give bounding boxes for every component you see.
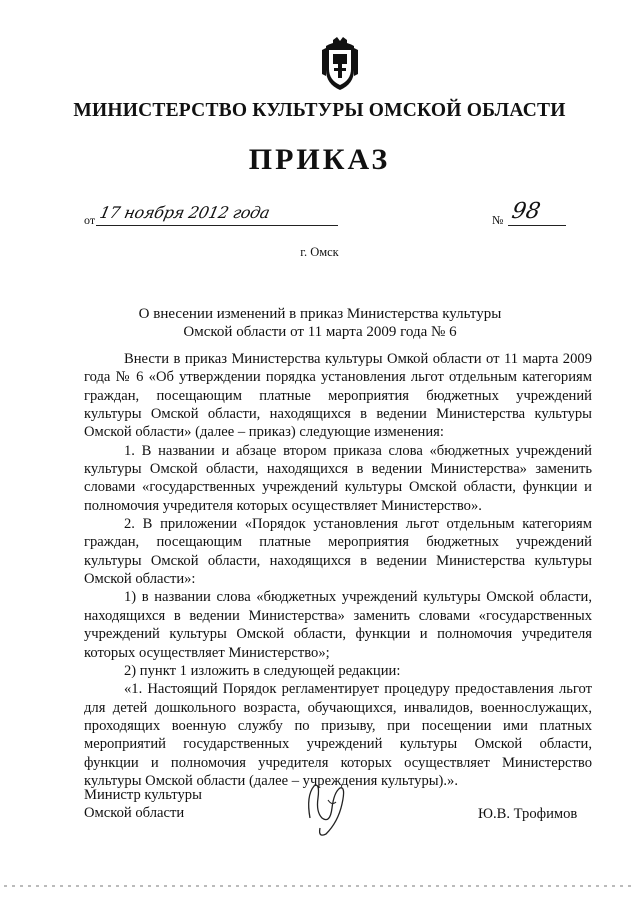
number-underline [508,225,566,226]
handwritten-signature [296,778,366,840]
document-type-title: ПРИКАЗ [248,143,391,176]
city-label: г. Омск [300,245,339,259]
order-body [84,350,592,790]
body-line: учреждений культуры Омской области, функции и полномочия учредителя [84,626,592,643]
number-prefix: № [492,213,504,227]
body-line: Внести в приказ Министерства культуры Омкой области от 11 марта 2009 [124,351,592,367]
order-subject-heading [100,305,540,341]
body-line: 2) пункт 1 изложить в следующей редакции: [124,662,401,679]
body-line: Омской области» (далее – приказ) следующие изменения: [84,424,444,441]
body-line: культуры Омской области, находящихся в ведении Министерства» заменить [84,461,592,478]
handwritten-date: 17 ноября 2012 года [97,203,272,222]
date-underline [96,225,338,226]
date-number-row [84,199,564,231]
body-line: проходящих военную службу по призыву, при посещении ими платных [84,717,592,734]
body-line: граждан, посещающим платные мероприятия бюджетных учреждений [84,387,592,404]
body-line: мероприятий государственных учреждений культуры Омской области, [84,736,592,753]
ministry-title: МИНИСТЕРСТВО КУЛЬТУРЫ ОМСКОЙ ОБЛАСТИ [73,100,566,121]
body-line: культуры Омской области (далее – учреждения культуры).». [84,772,458,789]
body-line: культуры Омской области, находящихся в ведении Министерства культуры [84,552,592,569]
heading-line: О внесении изменений в приказ Министерства культуры [138,306,502,322]
body-line: граждан, посещающим платные мероприятия бюджетных учреждений [84,534,592,551]
signatory-title [84,786,202,823]
body-line: Омской области»: [84,571,196,588]
body-line: 1) в названии слова «бюджетных учреждений культуры Омской области, [124,589,592,606]
body-line: года № 6 «Об утверждении порядка установления льгот отдельным категориям [84,369,592,386]
body-line: для детей дошкольного возраста, обучающихся, инвалидов, военнослужащих, [84,699,592,716]
body-line: словами «государственных учреждений культуры Омской области, функции и [84,479,592,496]
heading-line: Омской области от 11 марта 2009 года № 6 [183,324,457,340]
body-line: «1. Настоящий Порядок регламентирует процедуру предоставления льгот [124,681,592,698]
body-line: которых осуществляет Министерство»; [84,644,330,661]
signatory-title-line: Министр культуры [84,787,202,803]
signatory-name: Ю.В. Трофимов [478,806,578,822]
body-line: культуры Омской области, находящихся в ведении Министерства культуры [84,406,592,423]
body-line: полномочия учредителя которых осуществляет Министерство». [84,497,482,514]
handwritten-number: 98 [509,199,543,224]
body-line: 2. В приложении «Порядок установления льгот отдельным категориям [124,516,592,533]
body-line: находящихся в ведении Министерства» заменить словами «государственных [84,607,592,624]
signatory-title-line: Омской области [84,805,185,822]
date-prefix: от [84,213,96,227]
body-line: 1. В названии и абзаце втором приказа слова «бюджетных учреждений [124,442,592,459]
scan-edge-divider [0,884,639,888]
coat-of-arms-emblem [318,36,362,92]
body-line: функции и полномочия учредителя которых осуществляет Министерство [84,754,592,771]
